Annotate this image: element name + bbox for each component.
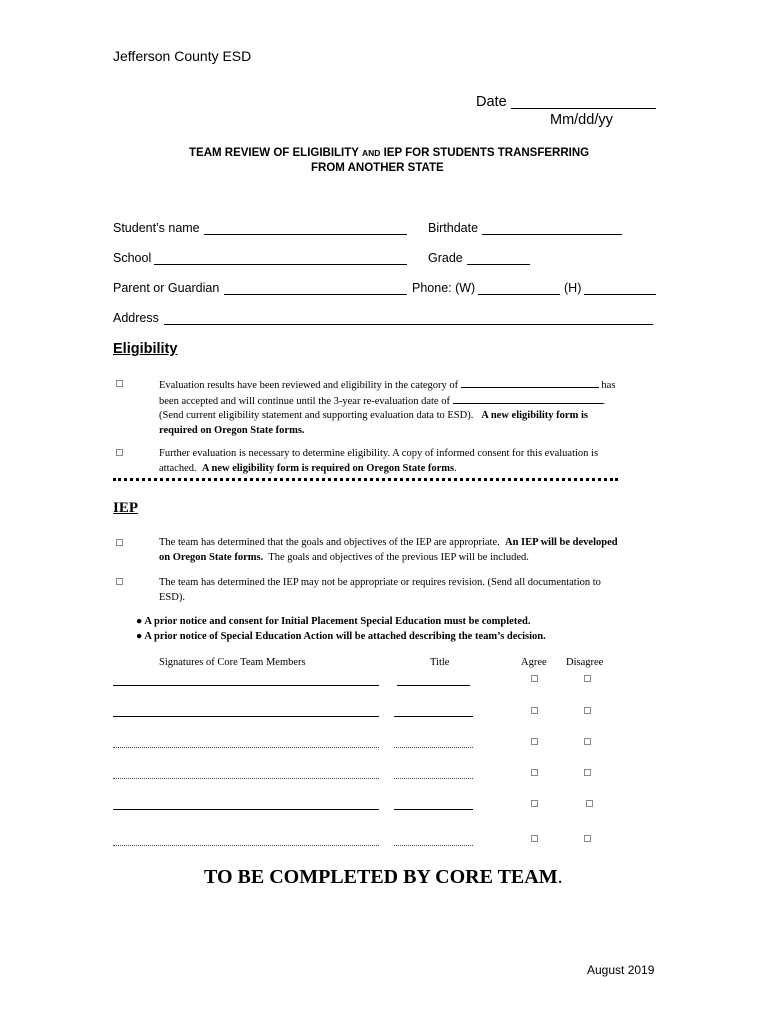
birthdate-field[interactable] [482, 234, 622, 235]
title-line[interactable] [394, 809, 473, 810]
agree-checkbox[interactable] [531, 800, 538, 807]
student-name-label: Student’s name [113, 221, 200, 235]
opt1-line2: been accepted and will continue until the 3-year re-evaluation date of [159, 395, 450, 407]
school-field[interactable] [154, 264, 407, 265]
iep-heading: IEP [113, 500, 139, 516]
eligibility-further-eval-checkbox[interactable] [116, 449, 123, 456]
phone-work-field[interactable] [478, 294, 560, 295]
title-line[interactable] [397, 685, 470, 686]
disagree-column-header: Disagree [566, 657, 604, 668]
agree-checkbox[interactable] [531, 769, 538, 776]
title-line[interactable] [394, 845, 473, 846]
title-line[interactable] [394, 716, 473, 717]
eligibility-continue-checkbox[interactable] [116, 380, 123, 387]
signatures-column-header: Signatures of Core Team Members [159, 657, 306, 668]
date-format-hint: Mm/dd/yy [550, 112, 613, 128]
bullet2-text: A prior notice of Special Education Action will be attached describing the team’s decision. [144, 630, 546, 642]
disagree-checkbox[interactable] [584, 675, 591, 682]
eligibility-option1-text: Evaluation results have been reviewed and eligibility in the category of has been accepted and will continue until the 3-year re-evaluation date of . (Send current eligibility statement and supporting evaluation data to ESD). A new eligibility form is required on Oregon State forms. [159, 380, 616, 436]
student-name-field[interactable] [204, 234, 407, 235]
opt2-line1: Further evaluation is necessary to determine eligibility. A copy of informed consent for this evaluation is [159, 448, 599, 459]
iep-opt2-line1: The team has determined the IEP may not be appropriate or requires revision. (Send all documentation to [159, 577, 601, 588]
agree-checkbox[interactable] [531, 738, 538, 745]
title-line[interactable] [394, 778, 473, 779]
iep-bullets [136, 615, 546, 644]
grade-label: Grade [428, 251, 463, 265]
iep-opt1-line1a: The team has determined that the goals and objectives of the IEP are appropriate. [159, 537, 500, 548]
disagree-checkbox[interactable] [584, 769, 591, 776]
iep-appropriate-checkbox[interactable] [116, 539, 123, 546]
form-title-line1 [189, 147, 589, 159]
opt1-line1b: has [601, 380, 616, 391]
address-label: Address [113, 311, 159, 325]
section-divider [113, 478, 618, 481]
opt1-line4: required on Oregon State forms. [159, 424, 305, 436]
signature-line[interactable] [113, 809, 379, 810]
bullet-dot-icon: ● [136, 630, 143, 642]
signature-line[interactable] [113, 747, 379, 748]
revision-date: August 2019 [587, 963, 655, 977]
banner-text: TO BE COMPLETED BY CORE TEAM [204, 866, 558, 888]
title-and: AND [361, 148, 381, 158]
parent-label: Parent or Guardian [113, 281, 220, 295]
opt2-line2a: attached. [159, 462, 197, 474]
iep-opt1-line2b: The goals and objectives of the previous IEP will be included. [268, 551, 529, 563]
date-input-line[interactable] [511, 108, 656, 109]
iep-revision-checkbox[interactable] [116, 578, 123, 585]
grade-field[interactable] [467, 264, 530, 265]
agree-column-header: Agree [521, 657, 547, 668]
date-label: Date [476, 94, 507, 110]
title-column-header: Title [430, 657, 450, 668]
disagree-checkbox[interactable] [586, 800, 593, 807]
opt2-line2b: A new eligibility form is required on Oregon State forms [201, 462, 455, 474]
signature-line[interactable] [113, 778, 379, 779]
school-label: School [113, 251, 152, 265]
iep-opt1-line2a: on Oregon State forms. [159, 551, 264, 563]
bullet-dot-icon: ● [136, 616, 143, 627]
reevaluation-date-field[interactable] [453, 394, 603, 404]
eligibility-category-field[interactable] [461, 378, 599, 388]
signature-line[interactable] [113, 716, 379, 717]
opt1-line1a: Evaluation results have been reviewed and eligibility in the category of [159, 380, 459, 391]
phone-home-field[interactable] [584, 294, 656, 295]
phone-home-label: (H) [564, 281, 582, 295]
title-line[interactable] [394, 747, 473, 748]
form-title-line2: FROM ANOTHER STATE [311, 162, 444, 174]
address-field[interactable] [164, 324, 653, 325]
title-part1: TEAM REVIEW OF ELIGIBILITY [189, 147, 359, 159]
opt1-line3a: (Send current eligibility statement and supporting evaluation data to ESD). [159, 410, 474, 421]
eligibility-option2-text: Further evaluation is necessary to determine eligibility. A copy of informed consent for this evaluation is attached. A new eligibility form is required on Oregon State forms. [159, 448, 599, 474]
disagree-checkbox[interactable] [584, 738, 591, 745]
iep-opt2-line2: ESD). [159, 591, 185, 603]
agree-checkbox[interactable] [531, 675, 538, 682]
phone-work-label: Phone: (W) [412, 281, 476, 295]
title-part2: IEP FOR STUDENTS TRANSFERRING [383, 147, 590, 159]
iep-opt1-line1b: An IEP will be developed [504, 537, 618, 548]
signature-line[interactable] [113, 845, 379, 846]
disagree-checkbox[interactable] [584, 707, 591, 714]
eligibility-heading: Eligibility [113, 341, 178, 357]
parent-field[interactable] [224, 294, 407, 295]
agree-checkbox[interactable] [531, 707, 538, 714]
opt1-line3b: A new eligibility form is [481, 410, 588, 421]
birthdate-label: Birthdate [428, 221, 479, 235]
org-name: Jefferson County ESD [113, 48, 252, 64]
completion-banner: TO BE COMPLETED BY CORE TEAM. [204, 866, 563, 888]
iep-option1-text [159, 536, 618, 565]
signature-line[interactable] [113, 685, 379, 686]
disagree-checkbox[interactable] [584, 835, 591, 842]
bullet1-text: A prior notice and consent for Initial Placement Special Education must be completed. [144, 616, 531, 627]
agree-checkbox[interactable] [531, 835, 538, 842]
iep-option2-text [159, 576, 601, 605]
